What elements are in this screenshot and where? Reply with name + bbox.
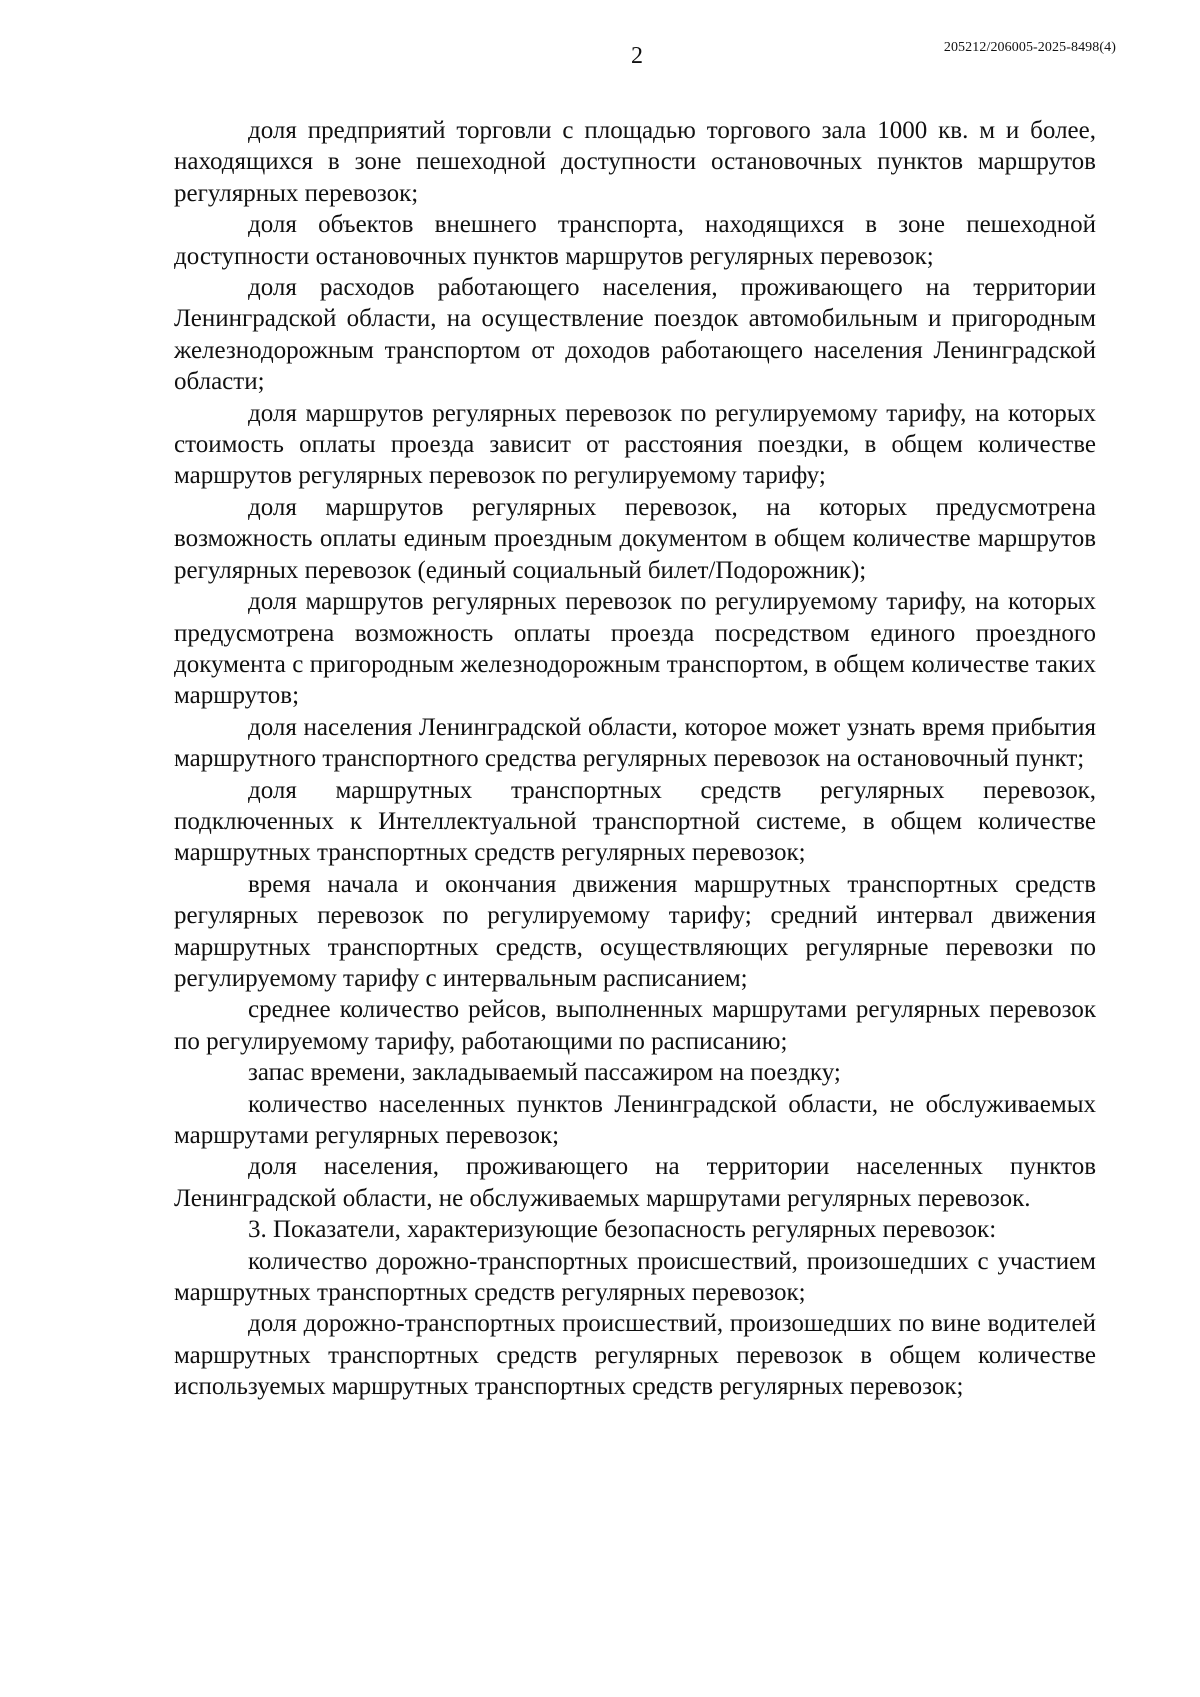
page-number: 2 [631, 43, 643, 69]
section-heading: 3. Показатели, характеризующие безопасность регулярных перевозок: [248, 1216, 997, 1244]
paragraph: количество населенных пунктов Ленинградской области, не обслуживаемых маршрутами регулярных перевозок; [174, 1090, 1096, 1149]
paragraph: время начала и окончания движения маршрутных транспортных средств регулярных перевозок по регулируемому тарифу; средний интервал движения маршрутных транспортных средств, осуществляющих регулярные перевозки по регулируемому тарифу с интервальным расписанием; [174, 870, 1096, 992]
paragraph: доля маршрутных транспортных средств регулярных перевозок, подключенных к Интеллектуальной транспортной системе, в общем количестве маршрутных транспортных средств регулярных перевозок; [174, 776, 1096, 867]
paragraph: доля расходов работающего населения, проживающего на территории Ленинградской области, на осуществление поездок автомобильным и пригородным железнодорожным транспортом от доходов работающего населения Ленинградской области; [174, 274, 1096, 396]
paragraph: количество дорожно-транспортных происшествий, произошедших с участием маршрутных транспортных средств регулярных перевозок; [174, 1247, 1096, 1307]
paragraph: запас времени, закладываемый пассажиром на поездку; [248, 1059, 841, 1087]
paragraph: доля населения, проживающего на территории населенных пунктов Ленинградской области, не обслуживаемых маршрутами регулярных перевозок. [174, 1153, 1096, 1212]
paragraph: доля предприятий торговли с площадью торгового зала 1000 кв. м и более, находящихся в зоне пешеходной доступности остановочных пунктов маршрутов регулярных перевозок; [174, 117, 1096, 207]
paragraph: доля маршрутов регулярных перевозок по регулируемому тарифу, на которых стоимость оплаты проезда зависит от расстояния поездки, в общем количестве маршрутов регулярных перевозок по регулируемому тарифу; [174, 399, 1096, 490]
paragraph: доля дорожно-транспортных происшествий, произошедших по вине водителей маршрутных транспортных средств регулярных перевозок в общем количестве используемых маршрутных транспортных средств регулярных перевозок; [174, 1310, 1096, 1401]
paragraph: доля объектов внешнего транспорта, находящихся в зоне пешеходной доступности остановочных пунктов маршрутов регулярных перевозок; [174, 211, 1096, 270]
paragraph: доля населения Ленинградской области, которое может узнать время прибытия маршрутного транспортного средства регулярных перевозок на остановочный пункт; [174, 713, 1096, 773]
paragraph: среднее количество рейсов, выполненных маршрутами регулярных перевозок по регулируемому тарифу, работающими по расписанию; [174, 996, 1096, 1055]
paragraph: доля маршрутов регулярных перевозок по регулируемому тарифу, на которых предусмотрена возможность оплаты проезда посредством единого проездного документа с пригородным железнодорожным транспортом, в общем количестве таких маршрутов; [174, 588, 1096, 710]
body-text [174, 115, 1096, 1403]
document-id: 205212/206005-2025-8498(4) [943, 40, 1116, 55]
paragraph: доля маршрутов регулярных перевозок, на которых предусмотрена возможность оплаты единым проездным документом в общем количестве маршрутов регулярных перевозок (единый социальный билет/Подорожник); [174, 493, 1096, 584]
